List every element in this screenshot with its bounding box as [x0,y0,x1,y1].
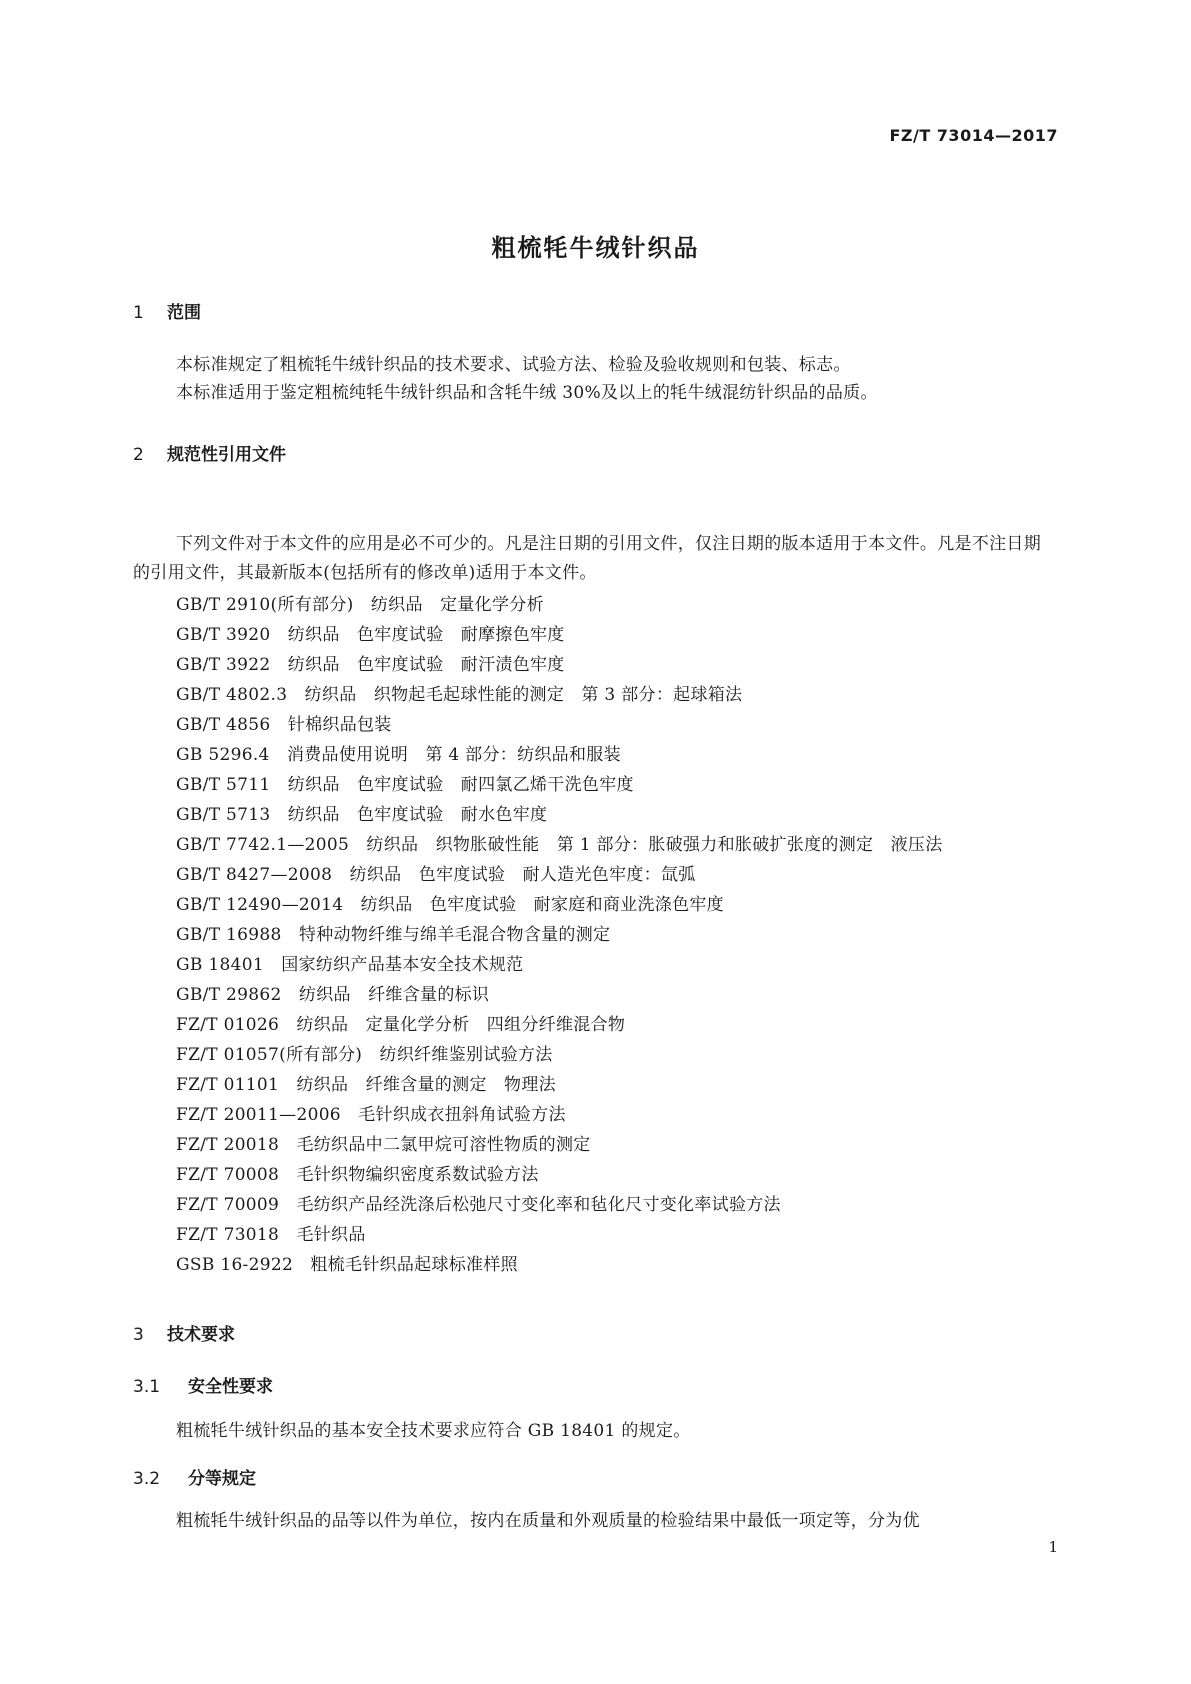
reference-item: GB/T 3920 纺织品 色牢度试验 耐摩擦色牢度 [176,625,565,645]
section-number: 3 [133,1325,144,1345]
section-title: 规范性引用文件 [167,445,286,465]
reference-item: FZ/T 20018 毛纺织品中二氯甲烷可溶性物质的测定 [176,1135,591,1155]
reference-item: GB/T 7742.1—2005 纺织品 织物胀破性能 第 1 部分：胀破强力和胀破扩张度的测定 液压法 [176,835,943,855]
section-3-2-heading [133,1464,256,1489]
reference-item: GB/T 5713 纺织品 色牢度试验 耐水色牢度 [176,805,548,825]
reference-item: GB/T 4802.3 纺织品 织物起毛起球性能的测定 第 3 部分：起球箱法 [176,685,743,705]
reference-item: FZ/T 73018 毛针织品 [176,1225,366,1245]
reference-item: GB 18401 国家纺织产品基本安全技术规范 [176,955,524,975]
reference-item: FZ/T 01026 纺织品 定量化学分析 四组分纤维混合物 [176,1015,626,1035]
reference-item: GB/T 2910(所有部分) 纺织品 定量化学分析 [176,595,544,615]
reference-list [176,590,943,1280]
section-title: 技术要求 [167,1325,235,1345]
reference-item: GB/T 5711 纺织品 色牢度试验 耐四氯乙烯干洗色牢度 [176,775,634,795]
reference-item: GB/T 3922 纺织品 色牢度试验 耐汗渍色牢度 [176,655,565,675]
page-number: 1 [1048,1538,1058,1556]
reference-item: FZ/T 70008 毛针织物编织密度系数试验方法 [176,1165,539,1185]
section-3-heading [133,1320,235,1345]
reference-item: GB/T 12490—2014 纺织品 色牢度试验 耐家庭和商业洗涤色牢度 [176,895,724,915]
reference-item: GB/T 29862 纺织品 纤维含量的标识 [176,985,490,1005]
reference-item: FZ/T 20011—2006 毛针织成衣扭斜角试验方法 [176,1105,566,1125]
reference-item: GSB 16-2922 粗梳毛针织品起球标准样照 [176,1255,518,1275]
section-number: 3.1 [133,1377,161,1397]
references-intro: 下列文件对于本文件的应用是必不可少的。凡是注日期的引用文件，仅注日期的版本适用于本文件。凡是不注日期的引用文件，其最新版本(包括所有的修改单)适用于本文件。 [133,534,1041,583]
grading-paragraph: 粗梳牦牛绒针织品的品等以件为单位，按内在质量和外观质量的检验结果中最低一项定等，分为优 [176,1511,920,1531]
reference-item: GB/T 4856 针棉织品包装 [176,715,392,735]
scope-paragraph-2: 本标准适用于鉴定粗梳纯牦牛绒针织品和含牦牛绒 30%及以上的牦牛绒混纺针织品的品质。 [176,383,878,403]
section-number: 3.2 [133,1469,161,1489]
reference-item: GB/T 8427—2008 纺织品 色牢度试验 耐人造光色牢度：氙弧 [176,865,696,885]
standard-code: FZ/T 73014—2017 [889,126,1058,145]
reference-item: FZ/T 01101 纺织品 纤维含量的测定 物理法 [176,1075,556,1095]
reference-item: GB 5296.4 消费品使用说明 第 4 部分：纺织品和服装 [176,745,621,765]
safety-paragraph: 粗梳牦牛绒针织品的基本安全技术要求应符合 GB 18401 的规定。 [176,1421,691,1441]
scope-paragraph-1: 本标准规定了粗梳牦牛绒针织品的技术要求、试验方法、检验及验收规则和包装、标志。 [176,355,851,375]
section-3-1-heading [133,1372,273,1397]
reference-item: GB/T 16988 特种动物纤维与绵羊毛混合物含量的测定 [176,925,611,945]
section-title: 安全性要求 [188,1377,273,1397]
document-title: 粗梳牦牛绒针织品 [491,234,700,262]
reference-item: FZ/T 01057(所有部分) 纺织纤维鉴别试验方法 [176,1045,553,1065]
section-number: 2 [133,445,144,465]
reference-item: FZ/T 70009 毛纺织产品经洗涤后松弛尺寸变化率和毡化尺寸变化率试验方法 [176,1195,781,1215]
section-title: 分等规定 [188,1469,256,1489]
section-number: 1 [133,303,144,323]
section-title: 范围 [167,303,201,323]
section-1-heading [133,298,201,323]
section-2-heading [133,440,286,465]
